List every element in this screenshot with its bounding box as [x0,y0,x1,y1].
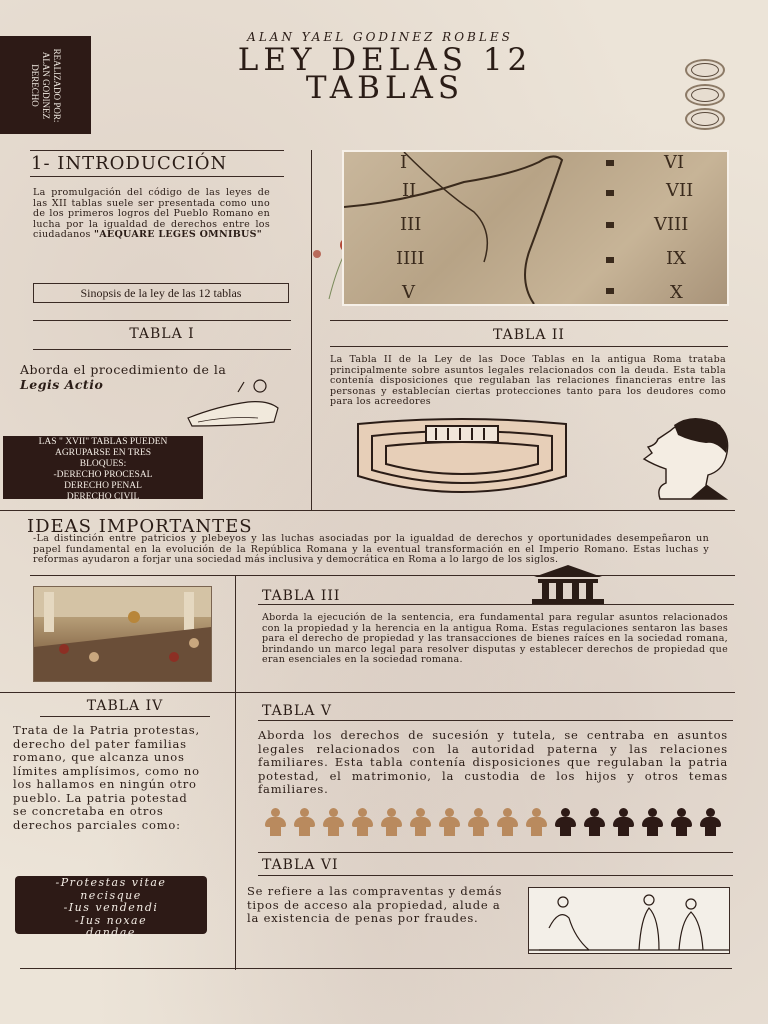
blocks-line: DERECHO CIVIL [66,492,140,502]
sinopsis-box: Sinopsis de la ley de las 12 tablas [33,283,289,303]
numeral-right-3: VIII [654,214,689,235]
title-line-2: TABLAS [305,70,465,106]
person-icon [552,808,579,836]
tabla2-heading: TABLA II [493,327,565,343]
tabla4-rule [40,716,210,717]
intro-bottom-rule [30,176,284,177]
latin-line: necisque [80,888,142,902]
numeral-right-5: X [670,282,683,303]
blocks-line: LAS " XVII" TABLAS PUEDEN [38,437,168,447]
tabla1-bottom-rule [33,349,291,350]
tabla3-bottom-rule [0,692,735,693]
numeral-right-4: IX [666,248,686,269]
person-icon [610,808,637,836]
numeral-right-2: VII [666,180,694,201]
person-icon [465,808,492,836]
intro-heading: 1- INTRODUCCIÓN [31,153,228,174]
person-icon [407,808,434,836]
person-icon [668,808,695,836]
blocks-line: DERECHO PENAL [64,481,142,491]
tabla1-text: Aborda el procedimiento de la [20,362,227,377]
tabla3-text: Aborda la ejecución de la sentencia, era fundamental para regular asuntos relacionados con la propiedad y la herencia en la antigua Roma. Estas regulaciones sentaron las bases para el derecho de propiedad y las transacciones de bienes raíces en la sociedad romana, brindando un marco legal para resolver disputas y establecer derechos de propiedad que eran esenciales en la sociedad romana. [262,612,728,665]
tabla6-text: Se refiere a las compraventas y demás tipos de acceso ala propiedad, alude a la existencia de penas por fraudes. [247,884,503,925]
rose-icon [307,237,337,297]
column-divider [311,150,312,510]
latin-line: dandae [86,926,136,939]
latin-line: -Ius noxae [74,913,148,927]
author-badge-text: REALIZADO POR: ALAN GODINEZ DERECHO [30,48,62,122]
tabla2-bottom-rule [330,346,728,347]
pocket-watch-icon [685,108,725,130]
numeral-right-1: VI [664,152,685,173]
tabla5-heading: TABLA V [262,703,332,719]
roman-temple-icon [530,563,606,605]
ideas-heading: IDEAS IMPORTANTES [27,516,253,537]
person-icon [436,808,463,836]
tabla3-heading: TABLA III [262,588,341,604]
person-icon [494,808,521,836]
numeral-left-4: IIII [396,248,425,269]
ideas-bottom-rule [30,575,735,576]
tabla5-rule [258,720,733,721]
person-icon [581,808,608,836]
latin-line: -Ius vendendi [63,901,159,914]
pocket-watch-icon [685,84,725,106]
title-line-1: LEY DELAS 12 [237,42,533,78]
tabla5-text: Aborda los derechos de sucesión y tutela, se centraba en asuntos legales relacionados con la autoridad paterna y las relaciones familiares. Esta tabla contenía disposiciones que regulaban la patria potestad, el matrimonio, la custodia de los hijos y otros temas familiares. [258,728,728,796]
numeral-left-5: V [402,282,415,303]
roman-figures-illustration [528,887,730,954]
blocks-line: -DERECHO PROCESAL [53,470,153,480]
tabla4-text: Trata de la Patria protestas, derecho del pater familias romano, que alcanza unos límites amplísimos, como no los hallamos en ningún otro pueblo. La patria potestad se concretaba en otros derechos parciales como: [13,723,200,832]
tabla6-bottom-rule [258,875,733,876]
latin-line: -Protestas vitae [55,876,167,889]
ideas-top-rule [0,510,735,511]
person-icon [262,808,289,836]
ideas-text: -La distinción entre patricios y plebeyos y las luchas asociadas por la igualdad de derechos y oportunidades desempeñaron un papel fundamental en la evolución de la República Romana y la eventual transformación en el Imperio Romano. Estas luchas y reformas ayudaron a forjar una sociedad más inclusiva y democrática en Roma a lo largo de los siglos. [33,533,709,565]
person-icon [378,808,405,836]
person-icon [639,808,666,836]
tabla2-text: La Tabla II de la Ley de las Doce Tablas en la antigua Roma trataba principalmente sobre asuntos legales relacionados con la deuda. Esta tabla contenía disposiciones que regulaban las relaciones financieras entre las personas y establecían ciertas protecciones tanto para los deudores como para los acreedores [330,354,726,407]
intro-text [33,188,270,241]
amphitheater-icon [356,416,568,502]
lower-column-divider [235,575,236,970]
tabla6-top-rule [258,852,733,853]
person-icon [320,808,347,836]
numeral-left-1: I [400,152,408,173]
person-icon [523,808,550,836]
blocks-line: AGRUPARSE EN TRES [54,448,152,458]
blocks-line: BLOQUES: [79,459,127,469]
twelve-tables-stone-image [342,150,729,306]
latin-rights-box [15,876,207,939]
person-icon [349,808,376,836]
reclining-roman-illustration [178,378,288,430]
blocks-box [3,436,203,502]
page-title [150,42,620,106]
pocket-watch-icon [685,59,725,81]
numeral-left-3: III [400,214,422,235]
author-badge [0,36,91,134]
numeral-left-2: II [402,180,417,201]
tabla3-rule [258,604,734,605]
intro-top-rule [30,150,284,151]
tabla1-top-rule [33,320,291,321]
footer-rule [20,968,732,969]
roman-bust-illustration [630,413,732,501]
roman-senate-painting [33,586,212,682]
author-name: ALAN YAEL GODINEZ ROBLES [247,30,513,44]
intro-quote: "AEQUARE LEGES OMNIBUS" [94,229,263,240]
tabla2-top-rule [330,320,728,321]
tabla1-heading: TABLA I [129,326,195,342]
person-icon [697,808,724,836]
intro-paragraph: La promulgación del código de las leyes de las XII tablas suele ser presentada como uno de los primeros logros del Pueblo Romano en lucha por la igualdad de derechos entre los ciudadanos [33,187,270,240]
tabla6-heading: TABLA VI [262,857,339,873]
tabla4-heading: TABLA IV [86,698,164,714]
person-icon [291,808,318,836]
tabla1-emph: Legis Actio [20,377,104,392]
family-people-icons [262,808,724,836]
